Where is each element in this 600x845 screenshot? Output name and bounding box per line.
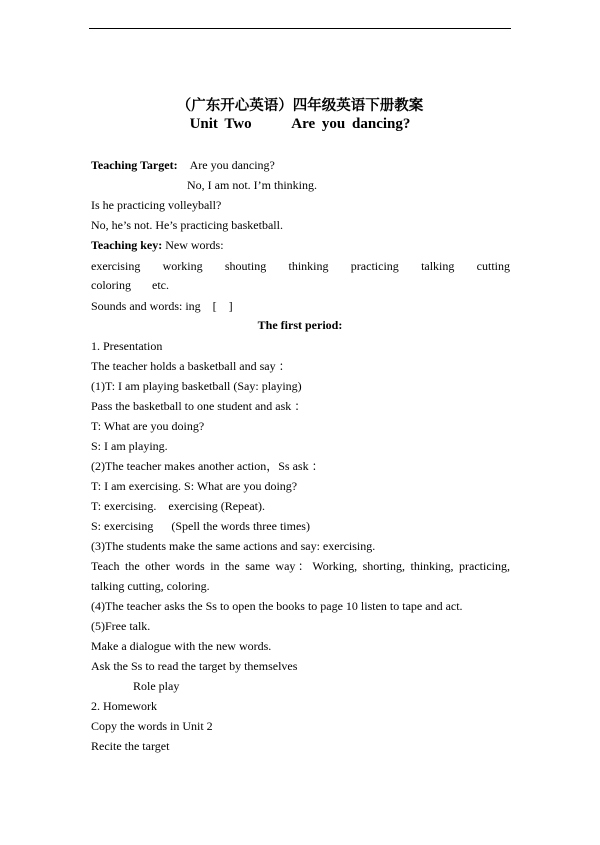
body-line: (3)The students make the same actions and say: exercising. (91, 539, 376, 553)
teaching-key-line (91, 237, 224, 253)
body-line: S: exercising (Spell the words three times) (91, 519, 310, 533)
body-line: (4)The teacher asks the Ss to open the books to page 10 listen to tape and act. (91, 599, 463, 613)
new-words-line-2: coloring etc. (91, 278, 169, 292)
homework-line: Copy the words in Unit 2 (91, 719, 213, 733)
new-word: working (162, 259, 203, 273)
body-line: 1. Presentation (91, 339, 163, 353)
teaching-key-text: New words: (162, 238, 224, 252)
body-line: (2)The teacher makes another action，Ss ask ： (91, 459, 324, 473)
teaching-target-label: Teaching Target: (91, 158, 178, 172)
role-play-line: Role play (133, 679, 180, 693)
teaching-target-sentence-1: Are you dancing? (189, 158, 275, 172)
body-line: (5)Free talk. (91, 619, 151, 633)
target-sentence-3: Is he practicing volleyball? (91, 198, 222, 212)
header-rule (89, 28, 511, 29)
body-line: T: exercising. exercising (Repeat). (91, 499, 265, 513)
body-line: T: I am exercising. S: What are you doing? (91, 479, 298, 493)
body-line: Make a dialogue with the new words. (91, 639, 272, 653)
target-sentence-4: No, he’s not. He’s practicing basketball. (91, 218, 283, 232)
teaching-key-label: Teaching key: (91, 238, 163, 252)
sounds-and-words: Sounds and words: ing [ ] (91, 299, 233, 313)
teaching-target-sentence-2: No, I am not. I’m thinking. (187, 178, 317, 192)
homework-heading: 2. Homework (91, 699, 157, 713)
new-word: shouting (224, 259, 267, 273)
new-word: thinking (288, 259, 329, 273)
new-word: practicing (350, 259, 399, 273)
teaching-target-line (91, 157, 275, 173)
document-title-english: Unit Two Are you dancing? (189, 116, 411, 132)
body-line: T: What are you doing? (91, 419, 205, 433)
body-line: Ask the Ss to read the target by themselves (91, 659, 298, 673)
new-word: talking (421, 259, 455, 273)
period-heading: The first period: (257, 318, 343, 332)
new-word: exercising (91, 259, 141, 273)
document-title-chinese: （广东开心英语）四年级英语下册教案 (176, 98, 424, 114)
body-line: Pass the basketball to one student and ask ： (91, 399, 307, 413)
homework-line: Recite the target (91, 739, 170, 753)
body-line: S: I am playing. (91, 439, 168, 453)
new-word: cutting (476, 259, 510, 273)
teach-other-words-paragraph: Teach the other words in the same way：Working, shorting, thinking, practicing, talking cutting, coloring. (91, 559, 510, 593)
body-line: The teacher holds a basketball and say ： (91, 359, 291, 373)
new-words-list (91, 258, 510, 274)
body-line: (1)T: I am playing basketball (Say: playing) (91, 379, 302, 393)
